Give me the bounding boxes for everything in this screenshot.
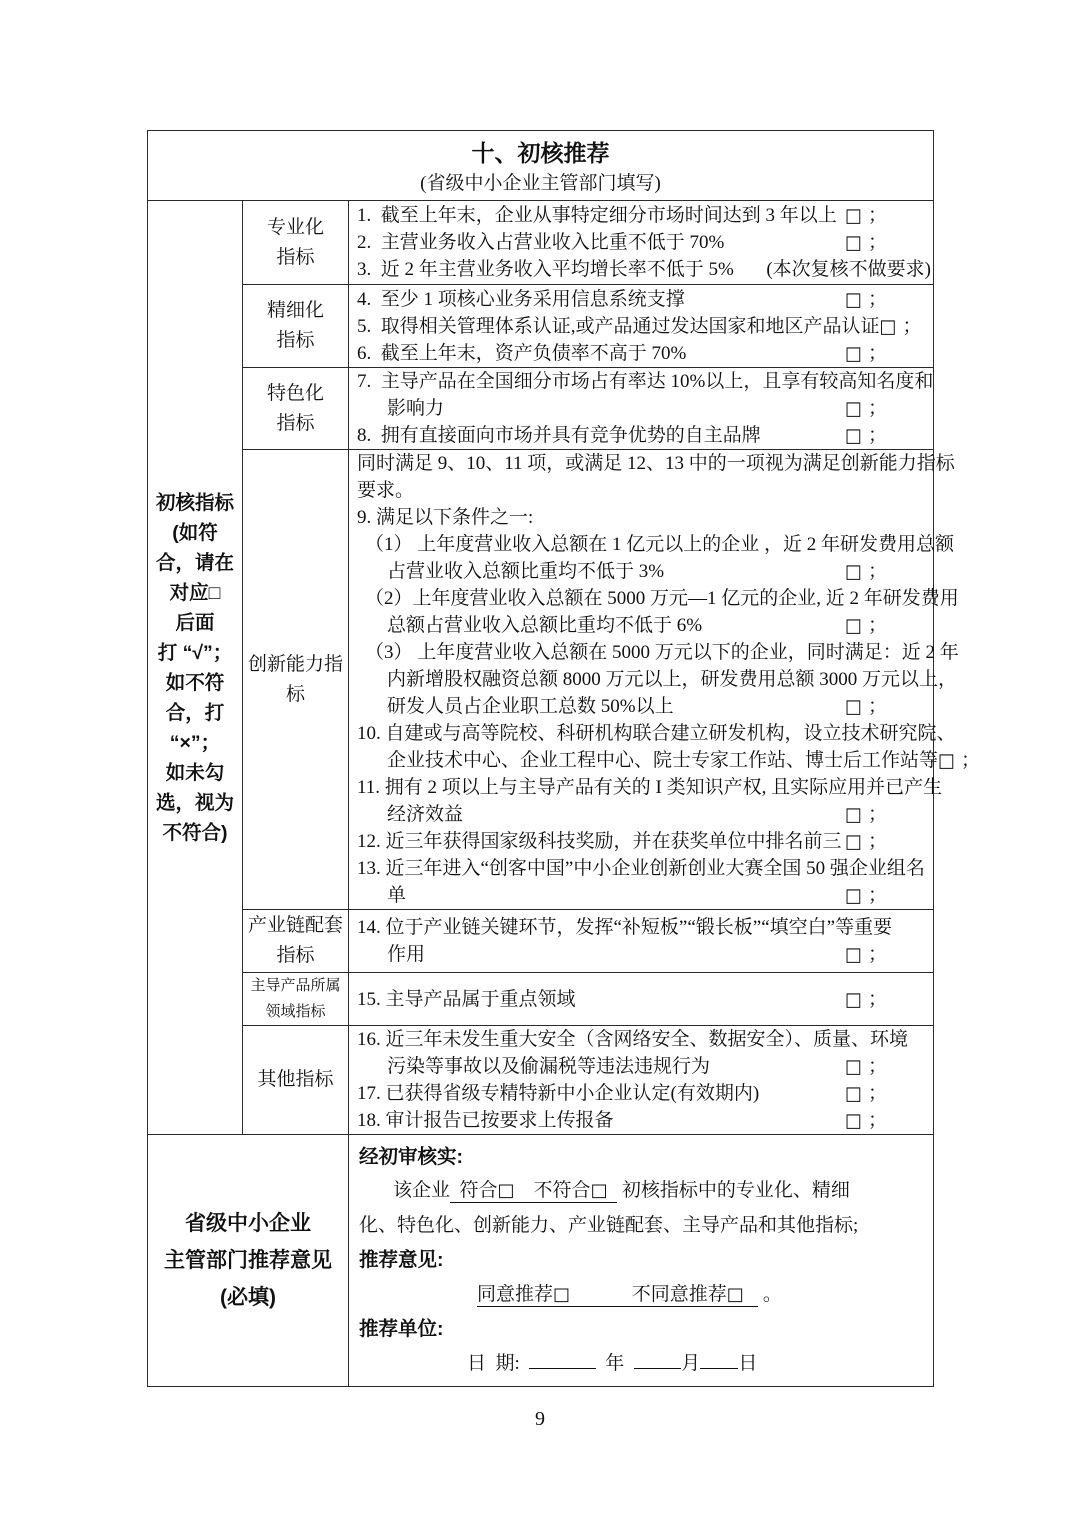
indicator-line-text: 6. 截至上年末，资产负债率不高于 70%	[357, 342, 687, 364]
indicator-line-text: 7. 主导产品在全国细分市场占有率达 10%以上，且享有较高知名度和	[357, 371, 934, 392]
checkbox-marker	[845, 286, 933, 313]
indicator-line-text: 内新增股权融资总额 8000 万元以上，研发费用总额 3000 万元以上，	[387, 669, 958, 690]
indicator-items-cell	[349, 450, 981, 910]
indicator-items-cell	[349, 201, 934, 285]
indicator-line-text: 经济效益	[387, 804, 464, 825]
indicator-row	[148, 368, 934, 450]
form-header-cell	[148, 131, 934, 201]
indicator-line-text: 9. 满足以下条件之一:	[357, 507, 534, 528]
category-label-line: 专业化	[266, 216, 324, 238]
checkbox[interactable]: □	[844, 397, 862, 420]
semicolon-text: ；	[868, 988, 888, 1010]
form-header-row	[148, 131, 934, 201]
indicator-items-cell	[349, 910, 934, 973]
text-segment: 经初审核实:	[359, 1145, 463, 1168]
semicolon-text: ；	[868, 615, 888, 636]
recommendation-body-cell	[349, 1135, 934, 1387]
indicator-line	[349, 747, 981, 774]
indicator-line	[349, 531, 955, 558]
semicolon-text: ；	[868, 561, 888, 582]
underlined-fill-in[interactable]	[477, 1284, 758, 1307]
text-segment: 月	[681, 1352, 701, 1374]
checkbox-marker	[845, 693, 933, 720]
initial-review-note-line: 合，请在	[155, 551, 234, 574]
checkbox[interactable]: □	[590, 1180, 608, 1202]
category-label-line: 创新能力指	[247, 653, 343, 675]
indicator-line-text: 11. 拥有 2 项以上与主导产品有关的 I 类知识产权, 且实际应用并已产生	[357, 777, 943, 798]
indicator-row	[148, 910, 934, 973]
indicator-line-text: 16. 近三年未发生重大安全（含网络安全、数据安全）、质量、环境	[357, 1029, 909, 1050]
indicator-line-text: 作用	[387, 944, 426, 965]
semicolon-text: ；	[868, 1110, 888, 1131]
semicolon-text: ；	[868, 831, 888, 852]
recommendation-line	[349, 1243, 933, 1278]
checkbox-marker	[845, 1080, 933, 1107]
indicator-row	[148, 285, 934, 368]
text-segment: 推荐单位:	[359, 1318, 444, 1341]
checkbox[interactable]: □	[879, 314, 897, 338]
checkbox[interactable]: □	[844, 987, 862, 1011]
category-label-line: 特色化	[266, 382, 324, 404]
indicator-row	[148, 973, 934, 1026]
checkbox[interactable]: □	[844, 560, 862, 583]
checkbox[interactable]: □	[726, 1283, 744, 1305]
underlined-fill-in[interactable]	[450, 1180, 617, 1203]
text-segment	[608, 1180, 618, 1201]
indicator-line-text: 13. 近三年进入“创客中国”中小企业创新创业大赛全国 50 强企业组名	[357, 858, 925, 879]
indicator-line	[349, 368, 933, 395]
semicolon-text: ；	[868, 944, 888, 965]
indicator-line	[349, 1053, 933, 1080]
initial-review-note-line: 初核指标	[155, 491, 234, 514]
indicator-line-text: 8. 拥有直接面向市场并具有竞争优势的自主品牌	[357, 425, 761, 446]
indicator-line	[349, 639, 959, 666]
checkbox[interactable]: □	[844, 614, 862, 637]
category-label-line: 指标	[276, 945, 315, 966]
initial-review-note-line: 对应□	[169, 581, 221, 604]
indicator-line	[349, 558, 933, 585]
text-segment: 日	[738, 1352, 758, 1374]
indicator-row	[148, 450, 934, 910]
recommendation-line	[349, 1140, 933, 1175]
checkbox[interactable]: □	[844, 884, 862, 907]
initial-review-note-line: “×”；	[169, 731, 221, 754]
text-segment	[744, 1284, 758, 1305]
inline-note: (本次复核不做要求)	[766, 259, 932, 280]
category-label-line: 主导产品所属	[250, 978, 341, 994]
recommendation-label-line: 主管部门推荐意见	[164, 1249, 332, 1272]
checkbox-marker	[845, 828, 933, 855]
recommendation-line	[349, 1174, 933, 1209]
indicator-items-cell	[349, 973, 934, 1026]
blank-fill-in[interactable]	[700, 1349, 738, 1369]
checkbox[interactable]: □	[844, 1055, 862, 1078]
category-label-line: 指标	[276, 330, 315, 351]
text-segment: 不同意推荐	[570, 1283, 727, 1305]
indicator-line	[349, 1080, 933, 1107]
initial-review-note-cell	[148, 201, 243, 1135]
indicator-line-text: 单	[387, 885, 407, 906]
indicator-line	[349, 504, 933, 531]
indicator-line-text: 14. 位于产业链关键环节，发挥“补短板”“锻长板”“填空白”等重要	[357, 917, 893, 938]
checkbox[interactable]: □	[844, 287, 862, 311]
indicator-line-text: 5. 取得相关管理体系认证,或产品通过发达国家和地区产品认证	[357, 315, 880, 337]
page-number: 9	[535, 1408, 545, 1430]
recommendation-label-line: 省级中小企业	[185, 1212, 311, 1235]
initial-review-note-line: 如未勾	[165, 761, 225, 784]
category-label-cell	[243, 285, 349, 368]
indicator-line	[349, 666, 958, 693]
initial-review-form-table	[147, 130, 981, 1387]
text-segment: 符合	[450, 1180, 498, 1202]
form-title: 十、初核推荐	[471, 139, 610, 166]
indicator-line	[349, 774, 943, 801]
checkbox[interactable]: □	[938, 749, 956, 772]
checkbox-marker	[845, 422, 933, 449]
semicolon-text: ；	[868, 205, 888, 226]
category-label-cell	[243, 973, 349, 1026]
checkbox[interactable]: □	[844, 943, 862, 966]
checkbox-marker	[845, 986, 933, 1013]
category-label-line: 指标	[276, 246, 315, 268]
indicator-line	[349, 986, 933, 1013]
indicator-line	[349, 286, 933, 313]
recommendation-label-line: (必填)	[220, 1286, 276, 1309]
indicator-line-text: （2）上年度营业收入总额在 5000 万元—1 亿元的企业, 近 2 年研发费用	[365, 588, 959, 609]
indicator-line-text: 2. 主营业务收入占营业收入比重不低于 70%	[357, 232, 725, 253]
checkbox-marker	[845, 612, 933, 639]
text-segment: 。	[758, 1283, 782, 1305]
indicator-line-text: 占营业收入总额比重均不低于 3%	[387, 561, 665, 582]
semicolon-text: ；	[868, 288, 888, 310]
indicator-line-text: 3. 近 2 年主营业务收入平均增长率不低于 5%	[357, 259, 734, 280]
indicator-line-text: 影响力	[387, 398, 445, 419]
category-label-cell	[243, 910, 349, 973]
indicator-line	[349, 395, 933, 422]
recommendation-label-cell	[148, 1135, 349, 1387]
checkbox[interactable]: □	[844, 1082, 862, 1105]
indicator-line	[349, 828, 933, 855]
checkbox-marker	[845, 558, 933, 585]
checkbox-marker	[845, 1107, 933, 1134]
category-label-line: 标	[285, 683, 305, 705]
checkbox[interactable]: □	[497, 1180, 515, 1202]
indicator-line	[349, 720, 956, 747]
initial-review-note-line: 后面	[175, 611, 215, 634]
indicator-line-text: 12. 近三年获得国家级科技奖励，并在获奖单位中排名前三	[357, 831, 842, 852]
text-segment: 年	[595, 1352, 634, 1374]
semicolon-text: ；	[961, 750, 981, 771]
indicator-line-text: 15. 主导产品属于重点领域	[357, 988, 576, 1010]
initial-review-note-line: 打 “√”；	[157, 641, 233, 664]
checkbox[interactable]: □	[844, 341, 862, 365]
category-label-line: 其他指标	[257, 1069, 334, 1090]
semicolon-text: ；	[868, 232, 888, 253]
indicator-line	[349, 477, 933, 504]
semicolon-text: ；	[868, 1083, 888, 1104]
indicator-line-text: 污染等事故以及偷漏税等违法违规行为	[387, 1056, 711, 1077]
indicator-line	[349, 1107, 933, 1134]
semicolon-text: ；	[902, 315, 922, 337]
text-segment: 日 期:	[467, 1352, 530, 1374]
indicator-line-text: 企业技术中心、企业工程中心、院士专家工作站、博士后工作站等	[387, 750, 939, 771]
category-label-line: 产业链配套	[247, 915, 343, 936]
checkbox-marker	[938, 747, 1026, 774]
indicator-line	[349, 202, 933, 229]
recommendation-line	[349, 1209, 933, 1244]
text-segment: 推荐意见:	[359, 1249, 444, 1272]
initial-review-note-line: (如符	[172, 521, 218, 544]
checkbox[interactable]: □	[844, 830, 862, 853]
initial-review-note-line: 如不符	[165, 671, 225, 694]
semicolon-text: ；	[868, 425, 888, 446]
indicator-line	[349, 801, 933, 828]
recommendation-line	[349, 1278, 933, 1313]
indicator-line-text: 4. 至少 1 项核心业务采用信息系统支撑	[357, 288, 685, 310]
initial-review-note-line: 选，视为	[155, 791, 234, 814]
indicator-line	[349, 340, 933, 367]
indicator-line	[349, 612, 933, 639]
checkbox-marker	[845, 340, 933, 367]
checkbox-marker	[845, 229, 933, 256]
indicator-line	[349, 882, 933, 909]
semicolon-text: ；	[868, 1056, 888, 1077]
recommendation-row	[148, 1135, 934, 1387]
initial-review-note-line: 不符合)	[162, 821, 228, 844]
category-label-line: 指标	[276, 412, 315, 434]
checkbox-marker	[845, 202, 933, 229]
semicolon-text: ；	[868, 804, 888, 825]
form-subtitle: (省级中小企业主管部门填写)	[420, 172, 661, 194]
text-segment: 该企业	[393, 1180, 451, 1202]
checkbox-marker	[845, 395, 933, 422]
checkbox[interactable]: □	[553, 1283, 571, 1305]
initial-review-note-line: 合，打	[165, 701, 225, 724]
indicator-line	[349, 914, 933, 941]
indicator-items-cell	[349, 285, 934, 368]
indicator-line	[349, 855, 933, 882]
category-label-cell	[243, 201, 349, 285]
indicator-line	[349, 229, 933, 256]
checkbox[interactable]: □	[844, 803, 862, 826]
recommendation-section	[148, 1135, 934, 1387]
text-segment: 初核指标中的专业化、精细	[617, 1180, 850, 1202]
blank-fill-in[interactable]	[529, 1349, 596, 1369]
indicator-line	[349, 941, 933, 968]
indicator-items-cell	[349, 368, 934, 450]
category-label-cell	[243, 450, 349, 910]
indicator-line-text: 17. 已获得省级专精特新中小企业认定(有效期内)	[357, 1083, 760, 1104]
indicator-line	[349, 450, 955, 477]
indicator-line-text: 1. 截至上年末，企业从事特定细分市场时间达到 3 年以上	[357, 205, 837, 226]
indicator-line-text: 10. 自建或与高等院校、科研机构联合建立研发机构，设立技术研究院、	[357, 723, 956, 744]
category-label-cell	[243, 368, 349, 450]
indicator-line	[349, 256, 933, 283]
indicator-line-text: 研发人员占企业职工总数 50%以上	[387, 696, 674, 717]
indicator-line-text: （3） 上年度营业收入总额在 5000 万元以下的企业，同时满足：近 2 年	[365, 642, 959, 663]
indicator-line	[349, 422, 933, 449]
indicator-line-text: 18. 审计报告已按要求上传报备	[357, 1110, 614, 1131]
checkbox[interactable]: □	[844, 204, 862, 227]
indicator-line	[349, 1026, 933, 1053]
recommendation-line	[349, 1347, 933, 1382]
semicolon-text: ；	[868, 342, 888, 364]
category-label-line: 领域指标	[265, 1004, 326, 1020]
indicator-line-text: （1） 上年度营业收入总额在 1 亿元以上的企业 ，近 2 年研发费用总额	[365, 534, 955, 555]
category-label-cell	[243, 1026, 349, 1135]
semicolon-text: ；	[868, 398, 888, 419]
indicator-row	[148, 201, 934, 285]
checkbox-marker	[845, 801, 933, 828]
checkbox-marker	[880, 313, 968, 340]
checkbox[interactable]: □	[844, 231, 862, 254]
checkbox[interactable]: □	[844, 695, 862, 718]
semicolon-text: ；	[868, 885, 888, 906]
checkbox-marker	[845, 1053, 933, 1080]
checkbox[interactable]: □	[844, 1109, 862, 1132]
indicator-line-text: 同时满足 9、10、11 项，或满足 12、13 中的一项视为满足创新能力指标	[357, 453, 955, 474]
checkbox-marker	[845, 882, 933, 909]
indicator-line	[349, 693, 933, 720]
category-label-line: 精细化	[266, 300, 324, 321]
blank-fill-in[interactable]	[634, 1349, 682, 1369]
indicator-row	[148, 1026, 934, 1135]
checkbox[interactable]: □	[844, 424, 862, 447]
indicator-line-text: 总额占营业收入总额比重均不低于 6%	[387, 615, 703, 636]
indicator-line	[349, 313, 933, 340]
text-segment: 化、特色化、创新能力、产业链配套、主导产品和其他指标;	[359, 1214, 859, 1236]
indicator-line	[349, 585, 959, 612]
recommendation-line	[349, 1312, 933, 1347]
checkbox-marker	[845, 941, 933, 968]
text-segment: 同意推荐	[477, 1283, 554, 1305]
semicolon-text: ；	[868, 696, 888, 717]
indicator-line-text: 要求。	[357, 480, 415, 501]
text-segment: 不符合	[514, 1180, 591, 1202]
indicator-items-cell	[349, 1026, 934, 1135]
